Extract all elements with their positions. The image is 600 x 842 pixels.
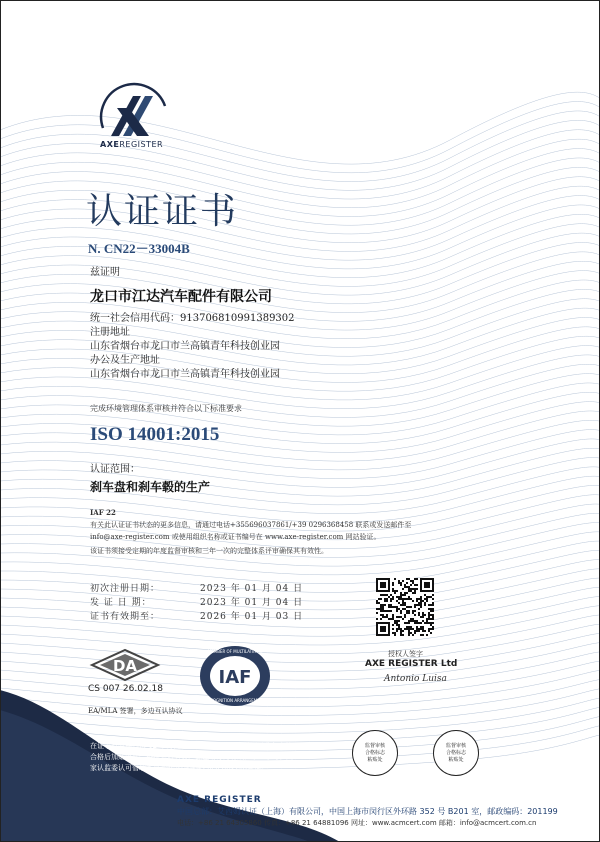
- info-line: 该证书须接受定期的年度监督审核和三年一次的完整体系评审确保其有效性。: [90, 547, 328, 555]
- seal-line: 粘贴处: [448, 757, 464, 763]
- da-code: CS 007 26.02.18: [88, 684, 163, 694]
- qr-code[interactable]: [376, 578, 434, 636]
- da-accreditation-logo-icon: [88, 648, 162, 682]
- authorized-signature-label: 授权人签字: [388, 650, 423, 658]
- seal-line: 粘贴处: [367, 757, 383, 763]
- certify-label: 兹证明: [90, 267, 120, 278]
- date-label-initial: 初次注册日期：: [90, 584, 161, 594]
- date-value-issue: 2023 年 01 月 04 日: [200, 598, 304, 608]
- footer-headquarters: 中国总部：艾西姆认证（上海）有限公司，中国上海市闵行区外环路 352 号 B201 室，邮政编码：201199: [177, 807, 558, 816]
- registered-address: 山东省烟台市龙口市兰高镇青年科技创业园: [90, 341, 280, 352]
- scope-label: 认证范围：: [90, 464, 140, 475]
- surveillance-seal-1: [352, 730, 398, 776]
- da-logo-text: DA: [112, 657, 138, 675]
- signature: Antonio Luisa: [384, 674, 447, 684]
- footer-contact: 电话：+86 21 64305860 传真：+86 21 64881096 网址：www.acmcert.com 邮箱：info@acmcert.com.cn: [177, 819, 537, 827]
- certification-scope: 刹车盘和刹车毂的生产: [90, 480, 211, 494]
- info-line: 有关此认证证书状态的更多信息，请通过电话+355696037861/+39 0296368458 联系或发送邮件至: [90, 521, 412, 529]
- office-address-label: 办公及生产地址: [90, 355, 160, 366]
- compliance-statement: 完成环境管理体系审核并符合以下标准要求: [90, 404, 242, 413]
- footer-brand: AXE REGISTER: [177, 795, 262, 805]
- surveillance-seal-2: [433, 730, 479, 776]
- iaf-ring-bottom-text: RECOGNITION ARRANGEMENT: [204, 698, 266, 703]
- credit-code: 统一社会信用代码：913706810991389302: [90, 313, 295, 324]
- date-value-initial: 2023 年 01 月 04 日: [200, 584, 304, 594]
- authorizer-organization: AXE REGISTER Ltd: [365, 659, 458, 669]
- office-address: 山东省烟台市龙口市兰高镇青年科技创业园: [90, 369, 280, 380]
- logo-wordmark: [100, 140, 163, 149]
- date-value-expiry: 2026 年 01 月 03 日: [200, 612, 304, 622]
- logo-brand-bold: AXE: [100, 140, 120, 149]
- logo-brand-light: REGISTER: [119, 140, 164, 149]
- registered-address-label: 注册地址: [90, 327, 130, 338]
- certificate-title: 认证证书: [86, 191, 239, 232]
- notice-line: 合格后加贴年度合格标志后有效，此证书方为有效，本证书可在国: [90, 753, 293, 761]
- iaf-code: IAF 22: [90, 508, 116, 517]
- info-line: info@axe-register.com 或使用组织名称或证书编号在 www.axe-register.com 网站验证。: [90, 533, 381, 541]
- standard-name: ISO 14001:2015: [90, 424, 220, 445]
- seal-line: 监督审核: [445, 743, 466, 749]
- seal-line: 监督审核: [364, 743, 385, 749]
- iaf-logo-text: IAF: [218, 667, 252, 688]
- notice-line: 家认监委认可管理委员会网站(www.cnca.gov.cn)查询。: [90, 764, 269, 772]
- seal-line: 合格标志: [364, 750, 385, 756]
- seal-line: 合格标志: [445, 750, 466, 756]
- certificate-number: N. CN22－33004B: [88, 241, 190, 256]
- date-label-expiry: 证书有效期至：: [90, 612, 161, 622]
- iaf-ring-top-text: MEMBER OF MULTILATERAL: [207, 649, 263, 654]
- ea-mla-text: EA/MLA 签署，多边互认协议: [88, 707, 183, 715]
- company-name: 龙口市江达汽车配件有限公司: [90, 289, 272, 305]
- iaf-logo-icon: [198, 644, 272, 708]
- date-label-issue: 发 证 日 期：: [90, 598, 152, 608]
- axe-register-logo-icon: [93, 78, 173, 143]
- notice-line: 在证书有效期内每 12 个月内须接受一次监督审核并通过监督审核: [90, 742, 293, 750]
